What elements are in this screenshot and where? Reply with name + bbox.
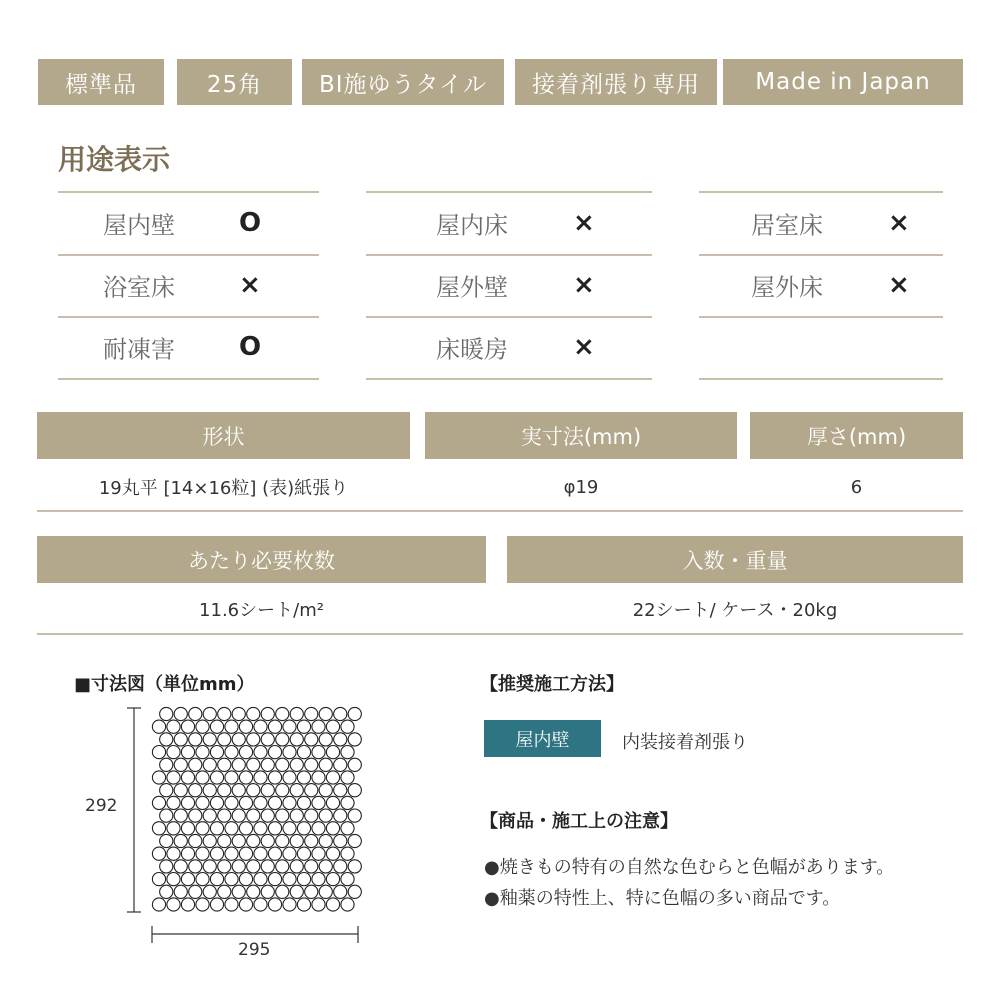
usage-label: 床暖房: [436, 335, 508, 364]
header-sheets-needed: あたり必要枚数: [37, 536, 486, 583]
tile-circle: [254, 822, 267, 835]
usage-cell: [699, 254, 943, 318]
tile-circle: [210, 822, 223, 835]
tile-circle: [181, 746, 194, 759]
tag-size: 25角: [177, 59, 292, 105]
tile-circle: [312, 898, 325, 911]
usage-mark: ×: [573, 208, 595, 238]
tile-circle: [305, 733, 318, 746]
tile-circle: [239, 847, 252, 860]
tile-circle: [261, 784, 274, 797]
tile-circle: [276, 733, 289, 746]
tile-circle: [319, 758, 332, 771]
tile-circle: [167, 796, 180, 809]
tile-circle: [283, 822, 296, 835]
tile-circle: [305, 758, 318, 771]
tile-circle: [276, 860, 289, 873]
tile-circle: [319, 809, 332, 822]
tile-circle: [196, 847, 209, 860]
tile-circle: [203, 834, 216, 847]
tile-circle: [160, 885, 173, 898]
tag-made-in-japan: Made in Japan: [723, 59, 963, 105]
tile-circle: [210, 720, 223, 733]
tile-circle: [160, 860, 173, 873]
tile-circle: [334, 707, 347, 720]
tile-circle: [261, 733, 274, 746]
tile-circle: [152, 746, 165, 759]
tile-circle: [232, 809, 245, 822]
tile-circle: [232, 834, 245, 847]
tile-circle: [152, 771, 165, 784]
usage-cell: [366, 192, 652, 256]
tile-circle: [276, 758, 289, 771]
tile-circle: [254, 898, 267, 911]
usage-title: 用途表示: [58, 143, 171, 176]
tile-circle: [319, 733, 332, 746]
tile-circle: [225, 720, 238, 733]
tile-circle: [218, 784, 231, 797]
tile-circle: [167, 771, 180, 784]
tile-circle: [276, 885, 289, 898]
tile-circle: [290, 860, 303, 873]
tile-circle: [312, 873, 325, 886]
usage-label: 浴室床: [103, 273, 175, 302]
tile-circle: [290, 758, 303, 771]
tile-circle: [247, 707, 260, 720]
tile-circle: [268, 796, 281, 809]
tile-circle: [174, 784, 187, 797]
tile-circle: [203, 784, 216, 797]
tile-circle: [290, 733, 303, 746]
caution-item: ●焼きもの特有の自然な色むらと色幅があります。: [484, 857, 895, 878]
tile-circle: [196, 796, 209, 809]
value-shape: 19丸平 [14×16粒] (表)紙張り: [98, 478, 349, 499]
tile-circle: [268, 771, 281, 784]
usage-mark: O: [239, 208, 262, 238]
tile-circle: [261, 758, 274, 771]
width-label: 295: [238, 940, 271, 960]
tile-circle: [305, 834, 318, 847]
tile-circle: [341, 796, 354, 809]
tile-circle: [268, 720, 281, 733]
tile-circle: [203, 733, 216, 746]
usage-cell: [58, 254, 319, 318]
tile-circle: [312, 771, 325, 784]
tile-circle: [341, 822, 354, 835]
value-sheets-needed: 11.6シート/m²: [199, 600, 324, 621]
tile-circle: [232, 707, 245, 720]
dimension-diagram: [60, 700, 390, 965]
tile-circle: [225, 796, 238, 809]
caution-item: ●釉薬の特性上、特に色幅の多い商品です。: [484, 888, 841, 909]
tile-circle: [290, 784, 303, 797]
usage-label: 屋外壁: [436, 273, 508, 302]
tile-circle: [334, 758, 347, 771]
tile-circle: [341, 746, 354, 759]
tile-circle: [341, 771, 354, 784]
tile-circle: [247, 834, 260, 847]
usage-mark: ×: [573, 270, 595, 300]
tile-circle: [247, 758, 260, 771]
tile-circle: [189, 707, 202, 720]
usage-mark: ×: [573, 332, 595, 362]
usage-mark: ×: [239, 270, 261, 300]
tile-circle: [181, 847, 194, 860]
tile-circle: [152, 873, 165, 886]
tile-circle: [152, 796, 165, 809]
tile-circle: [297, 796, 310, 809]
tile-circle: [261, 834, 274, 847]
usage-label: 耐凍害: [103, 335, 175, 364]
tile-circle: [152, 898, 165, 911]
tile-circle: [247, 784, 260, 797]
tag-glaze: BI施ゆうタイル: [302, 59, 504, 105]
usage-cell: [58, 192, 319, 256]
tile-circle: [181, 822, 194, 835]
tile-circle: [174, 707, 187, 720]
tile-circle: [341, 898, 354, 911]
tile-circle: [167, 873, 180, 886]
method-badge: 屋内壁: [484, 720, 601, 757]
tile-circle: [268, 898, 281, 911]
table-rule: [37, 510, 963, 512]
tile-circle: [174, 758, 187, 771]
tile-circle: [225, 746, 238, 759]
tile-circle: [305, 707, 318, 720]
tile-circle: [254, 796, 267, 809]
tile-circle: [181, 873, 194, 886]
header-shape: 形状: [37, 412, 410, 459]
tile-circle: [189, 885, 202, 898]
tile-circle: [196, 873, 209, 886]
tile-circle: [305, 809, 318, 822]
tile-circle: [218, 834, 231, 847]
tile-circle: [247, 860, 260, 873]
tile-circle: [305, 860, 318, 873]
tile-circle: [174, 860, 187, 873]
tile-circle: [341, 720, 354, 733]
tile-circle: [312, 796, 325, 809]
tile-circle: [174, 885, 187, 898]
usage-cell: [699, 192, 943, 256]
tile-circle: [189, 758, 202, 771]
tile-circle: [239, 873, 252, 886]
tile-circle: [326, 720, 339, 733]
tile-circle: [232, 885, 245, 898]
tile-circle: [290, 707, 303, 720]
tile-grid: [152, 707, 361, 911]
tile-circle: [326, 822, 339, 835]
tile-circle: [261, 885, 274, 898]
tile-circle: [276, 809, 289, 822]
tile-circle: [181, 796, 194, 809]
tile-circle: [326, 796, 339, 809]
tile-circle: [239, 822, 252, 835]
tile-circle: [297, 847, 310, 860]
tile-circle: [334, 885, 347, 898]
tile-circle: [189, 784, 202, 797]
tile-circle: [283, 746, 296, 759]
tile-circle: [160, 733, 173, 746]
tile-circle: [283, 796, 296, 809]
tile-circle: [297, 771, 310, 784]
tile-circle: [225, 873, 238, 886]
tile-circle: [348, 834, 361, 847]
tile-circle: [305, 885, 318, 898]
tile-circle: [196, 720, 209, 733]
tile-circle: [348, 784, 361, 797]
tile-circle: [174, 809, 187, 822]
tile-circle: [203, 758, 216, 771]
tile-circle: [326, 771, 339, 784]
tile-circle: [334, 834, 347, 847]
tile-circle: [181, 898, 194, 911]
tile-circle: [283, 847, 296, 860]
tile-circle: [218, 860, 231, 873]
tile-circle: [160, 784, 173, 797]
tile-circle: [232, 784, 245, 797]
tile-circle: [210, 898, 223, 911]
tile-circle: [152, 822, 165, 835]
tile-circle: [232, 758, 245, 771]
tile-circle: [225, 898, 238, 911]
tile-circle: [167, 898, 180, 911]
tile-circle: [334, 860, 347, 873]
tile-circle: [312, 822, 325, 835]
tile-circle: [319, 834, 332, 847]
tile-circle: [319, 784, 332, 797]
tile-circle: [196, 898, 209, 911]
tile-circle: [334, 733, 347, 746]
tile-circle: [261, 707, 274, 720]
tile-circle: [218, 885, 231, 898]
tile-circle: [326, 873, 339, 886]
tile-circle: [160, 758, 173, 771]
tile-circle: [341, 847, 354, 860]
cautions-title: 【商品・施工上の注意】: [480, 811, 678, 832]
usage-cell: [58, 316, 319, 380]
tile-circle: [261, 860, 274, 873]
usage-cell-empty: [699, 316, 943, 380]
tile-circle: [261, 809, 274, 822]
tile-circle: [283, 771, 296, 784]
usage-mark: ×: [888, 208, 910, 238]
tile-circle: [326, 746, 339, 759]
tile-circle: [152, 720, 165, 733]
tile-circle: [203, 809, 216, 822]
value-quantity-weight: 22シート/ ケース・20kg: [632, 600, 838, 621]
tile-circle: [174, 733, 187, 746]
tile-circle: [326, 847, 339, 860]
tile-circle: [210, 873, 223, 886]
tile-circle: [247, 885, 260, 898]
method-title: 【推奨施工方法】: [480, 674, 624, 695]
tile-circle: [160, 834, 173, 847]
tile-circle: [160, 707, 173, 720]
tile-circle: [290, 885, 303, 898]
tile-circle: [348, 860, 361, 873]
tile-circle: [239, 746, 252, 759]
dimension-title: ■寸法図（単位mm）: [74, 674, 255, 695]
tile-circle: [181, 771, 194, 784]
tile-circle: [312, 720, 325, 733]
tile-circle: [196, 822, 209, 835]
tile-circle: [174, 834, 187, 847]
tile-circle: [254, 771, 267, 784]
tile-circle: [334, 784, 347, 797]
usage-label: 居室床: [751, 211, 823, 240]
header-quantity-weight: 入数・重量: [507, 536, 963, 583]
tile-circle: [297, 898, 310, 911]
tile-circle: [210, 847, 223, 860]
tile-circle: [283, 720, 296, 733]
tile-circle: [189, 809, 202, 822]
tile-circle: [247, 733, 260, 746]
tile-circle: [203, 860, 216, 873]
tile-circle: [305, 784, 318, 797]
tile-circle: [232, 860, 245, 873]
tile-circle: [239, 771, 252, 784]
tile-circle: [152, 847, 165, 860]
tile-circle: [326, 898, 339, 911]
header-thickness: 厚さ(mm): [750, 412, 963, 459]
tile-circle: [167, 822, 180, 835]
tile-circle: [247, 809, 260, 822]
tile-circle: [268, 822, 281, 835]
tile-circle: [181, 720, 194, 733]
tile-circle: [167, 746, 180, 759]
table-rule: [37, 633, 963, 635]
usage-cell: [366, 254, 652, 318]
tile-circle: [218, 733, 231, 746]
tile-circle: [189, 834, 202, 847]
tile-circle: [348, 809, 361, 822]
tile-circle: [254, 847, 267, 860]
tile-circle: [225, 771, 238, 784]
tile-circle: [348, 707, 361, 720]
usage-mark: O: [239, 332, 262, 362]
tile-circle: [218, 707, 231, 720]
tile-circle: [254, 720, 267, 733]
tile-circle: [283, 898, 296, 911]
tag-adhesive: 接着剤張り専用: [515, 59, 717, 105]
tile-circle: [189, 733, 202, 746]
tile-circle: [276, 834, 289, 847]
usage-cell: [366, 316, 652, 380]
tile-circle: [312, 847, 325, 860]
tile-circle: [254, 873, 267, 886]
tile-circle: [189, 860, 202, 873]
tile-circle: [167, 720, 180, 733]
tile-circle: [297, 822, 310, 835]
tile-circle: [334, 809, 347, 822]
tile-circle: [225, 847, 238, 860]
tile-circle: [319, 860, 332, 873]
tile-circle: [196, 771, 209, 784]
tile-circle: [297, 873, 310, 886]
tile-circle: [348, 758, 361, 771]
tile-circle: [210, 796, 223, 809]
usage-label: 屋外床: [751, 273, 823, 302]
usage-label: 屋内壁: [103, 211, 175, 240]
tile-circle: [268, 873, 281, 886]
tile-circle: [290, 834, 303, 847]
tile-circle: [218, 809, 231, 822]
tile-circle: [276, 784, 289, 797]
tile-circle: [254, 746, 267, 759]
usage-label: 屋内床: [436, 211, 508, 240]
tile-circle: [312, 746, 325, 759]
tile-circle: [268, 847, 281, 860]
tile-circle: [203, 885, 216, 898]
tile-circle: [341, 873, 354, 886]
tile-circle: [276, 707, 289, 720]
tile-circle: [268, 746, 281, 759]
tile-circle: [319, 885, 332, 898]
tile-circle: [225, 822, 238, 835]
tile-circle: [210, 771, 223, 784]
method-text: 内装接着剤張り: [622, 732, 748, 753]
usage-mark: ×: [888, 270, 910, 300]
tile-circle: [319, 707, 332, 720]
tile-circle: [203, 707, 216, 720]
tile-circle: [232, 733, 245, 746]
header-actual-size: 実寸法(mm): [425, 412, 737, 459]
value-thickness: 6: [850, 476, 863, 498]
tile-circle: [210, 746, 223, 759]
tile-circle: [290, 809, 303, 822]
tile-circle: [297, 746, 310, 759]
height-label: 292: [85, 796, 118, 816]
tile-circle: [218, 758, 231, 771]
tile-circle: [160, 809, 173, 822]
tile-circle: [348, 733, 361, 746]
tile-circle: [167, 847, 180, 860]
tile-circle: [239, 720, 252, 733]
value-actual-size: φ19: [563, 476, 599, 498]
tile-circle: [239, 898, 252, 911]
tile-circle: [196, 746, 209, 759]
tile-circle: [239, 796, 252, 809]
tile-circle: [283, 873, 296, 886]
tag-standard: 標準品: [38, 59, 164, 105]
tile-circle: [348, 885, 361, 898]
tile-circle: [297, 720, 310, 733]
